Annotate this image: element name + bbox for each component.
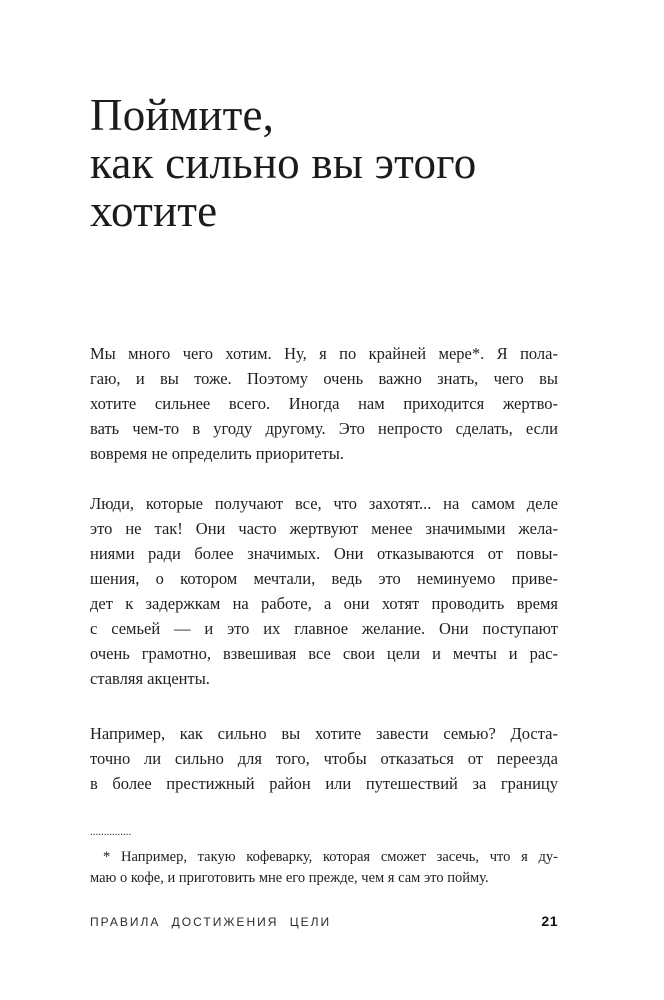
text-line: Мы много чего хотим. Ну, я по крайней мере*. Я пола-: [90, 344, 558, 363]
text-line: шения, о котором мечтали, ведь это неминуемо приве-: [90, 569, 558, 588]
footnote: [90, 847, 558, 889]
footnote-separator: ...............: [90, 826, 132, 838]
text-line: * Например, такую кофеварку, которая сможет засечь, что я ду-: [103, 849, 558, 865]
text-line: Например, как сильно вы хотите завести семью? Доста-: [90, 724, 558, 743]
body-paragraph-3: [90, 721, 558, 796]
text-line: это не так! Они часто жертвуют менее значимыми жела-: [90, 519, 558, 538]
text-line: очень грамотно, взвешивая все свои цели и мечты и рас-: [90, 644, 558, 663]
text-line: маю о кофе, и приготовить мне его прежде, чем я сам это пойму.: [90, 870, 489, 886]
body-paragraph-2: [90, 491, 558, 691]
text-line: Поймите,: [90, 90, 275, 140]
page-number: 21: [541, 913, 558, 929]
text-line: гаю, и вы тоже. Поэтому очень важно знать, чего вы: [90, 369, 558, 388]
text-line: ниями ради более значимых. Они отказываются от повы-: [90, 544, 558, 563]
text-line: точно ли сильно для того, чтобы отказаться от переезда: [90, 749, 558, 768]
text-line: с семьей — и это их главное желание. Они поступают: [90, 619, 558, 638]
chapter-title: [90, 91, 590, 235]
text-line: хотите сильнее всего. Иногда нам приходится жертво-: [90, 394, 558, 413]
text-line: вовремя не определить приоритеты.: [90, 444, 345, 463]
text-line: дет к задержкам на работе, а они хотят проводить время: [90, 594, 558, 613]
text-line: как сильно вы этого: [90, 138, 477, 188]
text-line: Люди, которые получают все, что захотят... на самом деле: [90, 494, 558, 513]
body-paragraph-1: [90, 341, 558, 466]
running-title: ПРАВИЛА ДОСТИЖЕНИЯ ЦЕЛИ: [90, 915, 332, 929]
page-footer: [90, 913, 558, 929]
text-line: ставляя акценты.: [90, 669, 210, 688]
text-line: вать чем-то в угоду другому. Это непросто сделать, если: [90, 419, 558, 438]
text-line: хотите: [90, 186, 218, 236]
text-line: в более престижный район или путешествий за границу: [90, 774, 558, 793]
